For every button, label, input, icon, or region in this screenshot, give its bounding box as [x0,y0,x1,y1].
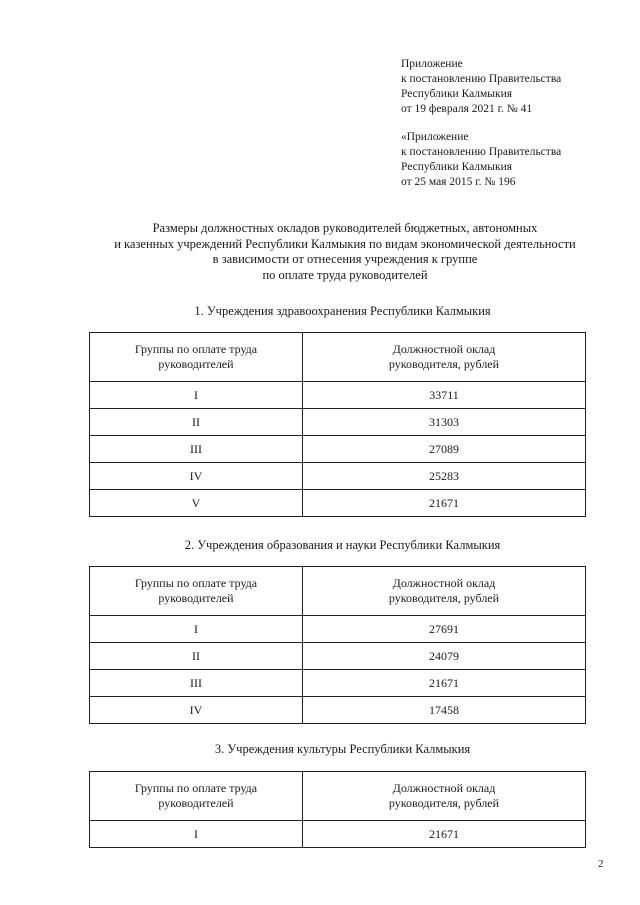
section-title-education: 2. Учреждения образования и науки Республики Калмыкия [184,538,501,552]
section-title-culture: 3. Учреждения культуры Республики Калмыкия [214,742,471,756]
header-groups: Группы по оплате труда руководителей [90,772,303,821]
table-row [90,821,586,848]
annex-line: Приложение [401,58,463,70]
annex-line: к постановлению Правительства [401,73,562,85]
header-salary: Должностной оклад руководителя, рублей [303,567,586,616]
annex-previous-block [401,130,561,190]
salary-cell: 21671 [303,670,586,697]
table-row [90,670,586,697]
table-row [90,382,586,409]
header-salary: Должностной оклад руководителя, рублей [303,333,586,382]
group-cell: IV [90,463,303,490]
salary-cell: 25283 [303,463,586,490]
annex-line: «Приложение [401,131,469,143]
salary-table-culture [89,771,586,848]
annex-current-block [401,57,561,117]
header-groups: Группы по оплате труда руководителей [90,567,303,616]
salary-table-education [89,566,586,724]
title-line: Размеры должностных окладов руководителей бюджетных, автономных [152,221,538,235]
document-title [60,221,630,283]
group-cell: I [90,821,303,848]
salary-cell: 24079 [303,643,586,670]
group-cell: II [90,643,303,670]
table-row [90,490,586,517]
salary-cell: 27089 [303,436,586,463]
table-row [90,616,586,643]
group-cell: II [90,409,303,436]
table-header-row [90,567,586,616]
salary-cell: 21671 [303,490,586,517]
table-header-row [90,772,586,821]
annex-line: от 25 мая 2015 г. № 196 [401,176,516,188]
title-line: и казенных учреждений Республики Калмыкия по видам экономической деятельности [114,236,576,251]
annex-line: от 19 февраля 2021 г. № 41 [401,103,533,115]
salary-cell: 33711 [303,382,586,409]
table-row [90,409,586,436]
annex-line: к постановлению Правительства [401,146,562,158]
annex-line: Республики Калмыкия [401,88,513,100]
table-header-row [90,333,586,382]
salary-table-healthcare [89,332,586,517]
group-cell: I [90,382,303,409]
salary-cell: 27691 [303,616,586,643]
title-line: по оплате труда руководителей [262,267,428,282]
table-row [90,463,586,490]
table-row [90,436,586,463]
header-salary: Должностной оклад руководителя, рублей [303,772,586,821]
group-cell: IV [90,697,303,724]
group-cell: III [90,670,303,697]
salary-cell: 21671 [303,821,586,848]
table-row [90,697,586,724]
group-cell: I [90,616,303,643]
title-line: в зависимости от отнесения учреждения к группе [212,252,478,266]
group-cell: V [90,490,303,517]
header-groups: Группы по оплате труда руководителей [90,333,303,382]
salary-cell: 31303 [303,409,586,436]
salary-cell: 17458 [303,697,586,724]
table-row [90,643,586,670]
group-cell: III [90,436,303,463]
annex-line: Республики Калмыкия [401,161,513,173]
section-title-healthcare: 1. Учреждения здравоохранения Республики Калмыкия [194,304,491,318]
page-number: 2 [598,858,604,870]
